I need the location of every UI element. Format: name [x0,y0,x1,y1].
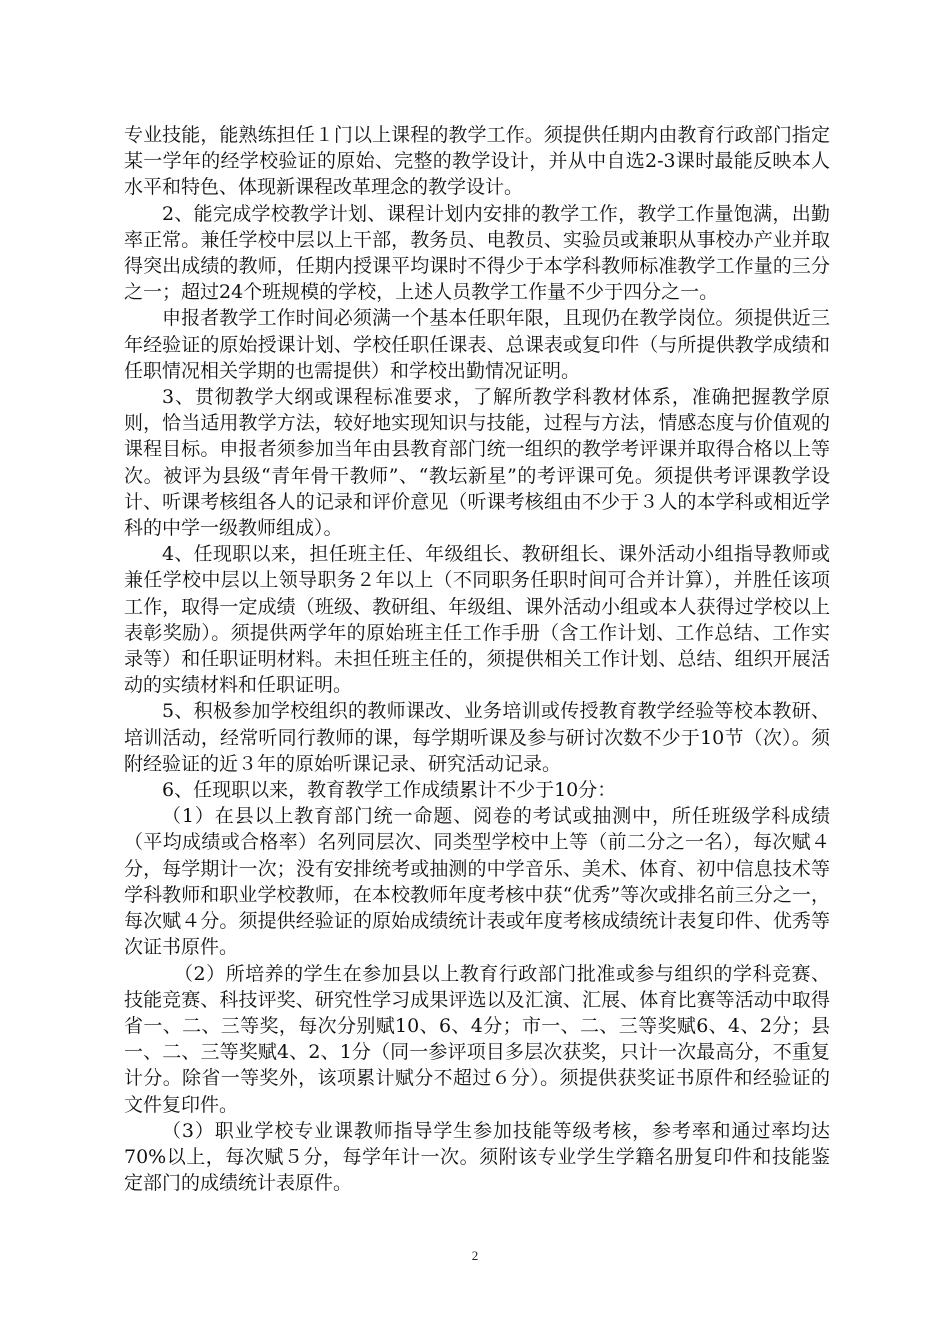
page-number: 2 [471,1248,479,1263]
paragraph-item-6-achievement-score: 6、任现职以来，教育教学工作成绩累计不少于10分： [162,779,617,802]
paragraph-item-5-school-training: 5、积极参加学校组织的教师课改、业务培训或传授教育教学经验等校本教研、培训活动，经常听同行教师的课，每学期听课及参与研讨次数不少于10节（次）。须附经验证的近３年的原始听课记录、研究活动记录。 [124,700,830,775]
paragraph-professional-skills: 专业技能，能熟练担任１门以上课程的教学工作。须提供任期内由教育行政部门指定某一学年的经学校验证的原始、完整的教学设计，并从中自选2-3课时最能反映本人水平和特色、体现新课程改革理念的教学设计。 [124,124,830,199]
paragraph-item-3-teaching-principles: 3、贯彻教学大纲或课程标准要求，了解所教学科教材体系，准确把握教学原则，恰当适用教学方法，较好地实现知识与技能，过程与方法，情感态度与价值观的课程目标。申报者须参加当年由县教育部门统一组织的教学考评课并取得合格以上等次。被评为县级“青年骨干教师”、“教坛新星”的考评课可免。须提供考评课教学设计、听课考核组各人的记录和评价意见（听课考核组由不少于３人的本学科或相近学科的中学一级教师组成）。 [124,386,830,540]
paragraph-sub-2-student-awards: （2）所培养的学生在参加县以上教育行政部门批准或参与组织的学科竞赛、技能竞赛、科技评奖、研究性学习成果评选以及汇演、汇展、体育比赛等活动中取得省一、二、三等奖，每次分别赋10、6、4分；市一、二、三等奖赋6、4、2分；县一、二、三等奖赋4、2、1分（同一参评项目多层次获奖，只计一次最高分，不重复计分。除省一等奖外，该项累计赋分不超过６分）。须提供获奖证书原件和经验证的文件复印件。 [124,962,830,1116]
paragraph-sub-3-vocational-skills: （3）职业学校专业课教师指导学生参加技能等级考核，参考率和通过率均达70%以上，每次赋５分，每学年计一次。须附该专业学生学籍名册复印件和技能鉴定部门的成绩统计表原件。 [124,1119,830,1195]
paragraph-applicant-teaching-time: 申报者教学工作时间必须满一个基本任职年限，且现仍在教学岗位。须提供近三年经验证的原始授课计划、学校任职任课表、总课表或复印件（与所提供教学成绩和任职情况相关学期的也需提供）和学校出勤情况证明。 [124,307,830,382]
paragraph-item-4-class-leadership: 4、任现职以来，担任班主任、年级组长、教研组长、课外活动小组指导教师或兼任学校中层以上领导职务２年以上（不同职务任职时间可合并计算），并胜任该项工作，取得一定成绩（班级、教研组、年级组、课外活动小组或本人获得过学校以上表彰奖励）。须提供两学年的原始班主任工作手册（含工作计划、工作总结、工作实录等）和任职证明材料。未担任班主任的，须提供相关工作计划、总结、组织开展活动的实绩材料和任职证明。 [124,543,830,697]
paragraph-sub-1-exam-results: （1）在县以上教育部门统一命题、阅卷的考试或抽测中，所任班级学科成绩（平均成绩或合格率）名列同层次、同类型学校中上等（前二分之一名），每次赋４分，每学期计一次；没有安排统考或抽测的中学音乐、美术、体育、初中信息技术等学科教师和职业学校教师，在本校教师年度考核中获“优秀”等次或排名前三分之一，每次赋４分。须提供经验证的原始成绩统计表或年度考核成绩统计表复印件、优秀等次证书原件。 [124,805,830,959]
document-body [124,122,830,1196]
paragraph-item-2-workload: 2、能完成学校教学计划、课程计划内安排的教学工作，教学工作量饱满，出勤率正常。兼任学校中层以上干部，教务员、电教员、实验员或兼职从事校办产业并取得突出成绩的教师，任期内授课平均课时不得少于本学科教师标准教学工作量的三分之一；超过24个班规模的学校，上述人员教学工作量不少于四分之一。 [124,202,830,304]
